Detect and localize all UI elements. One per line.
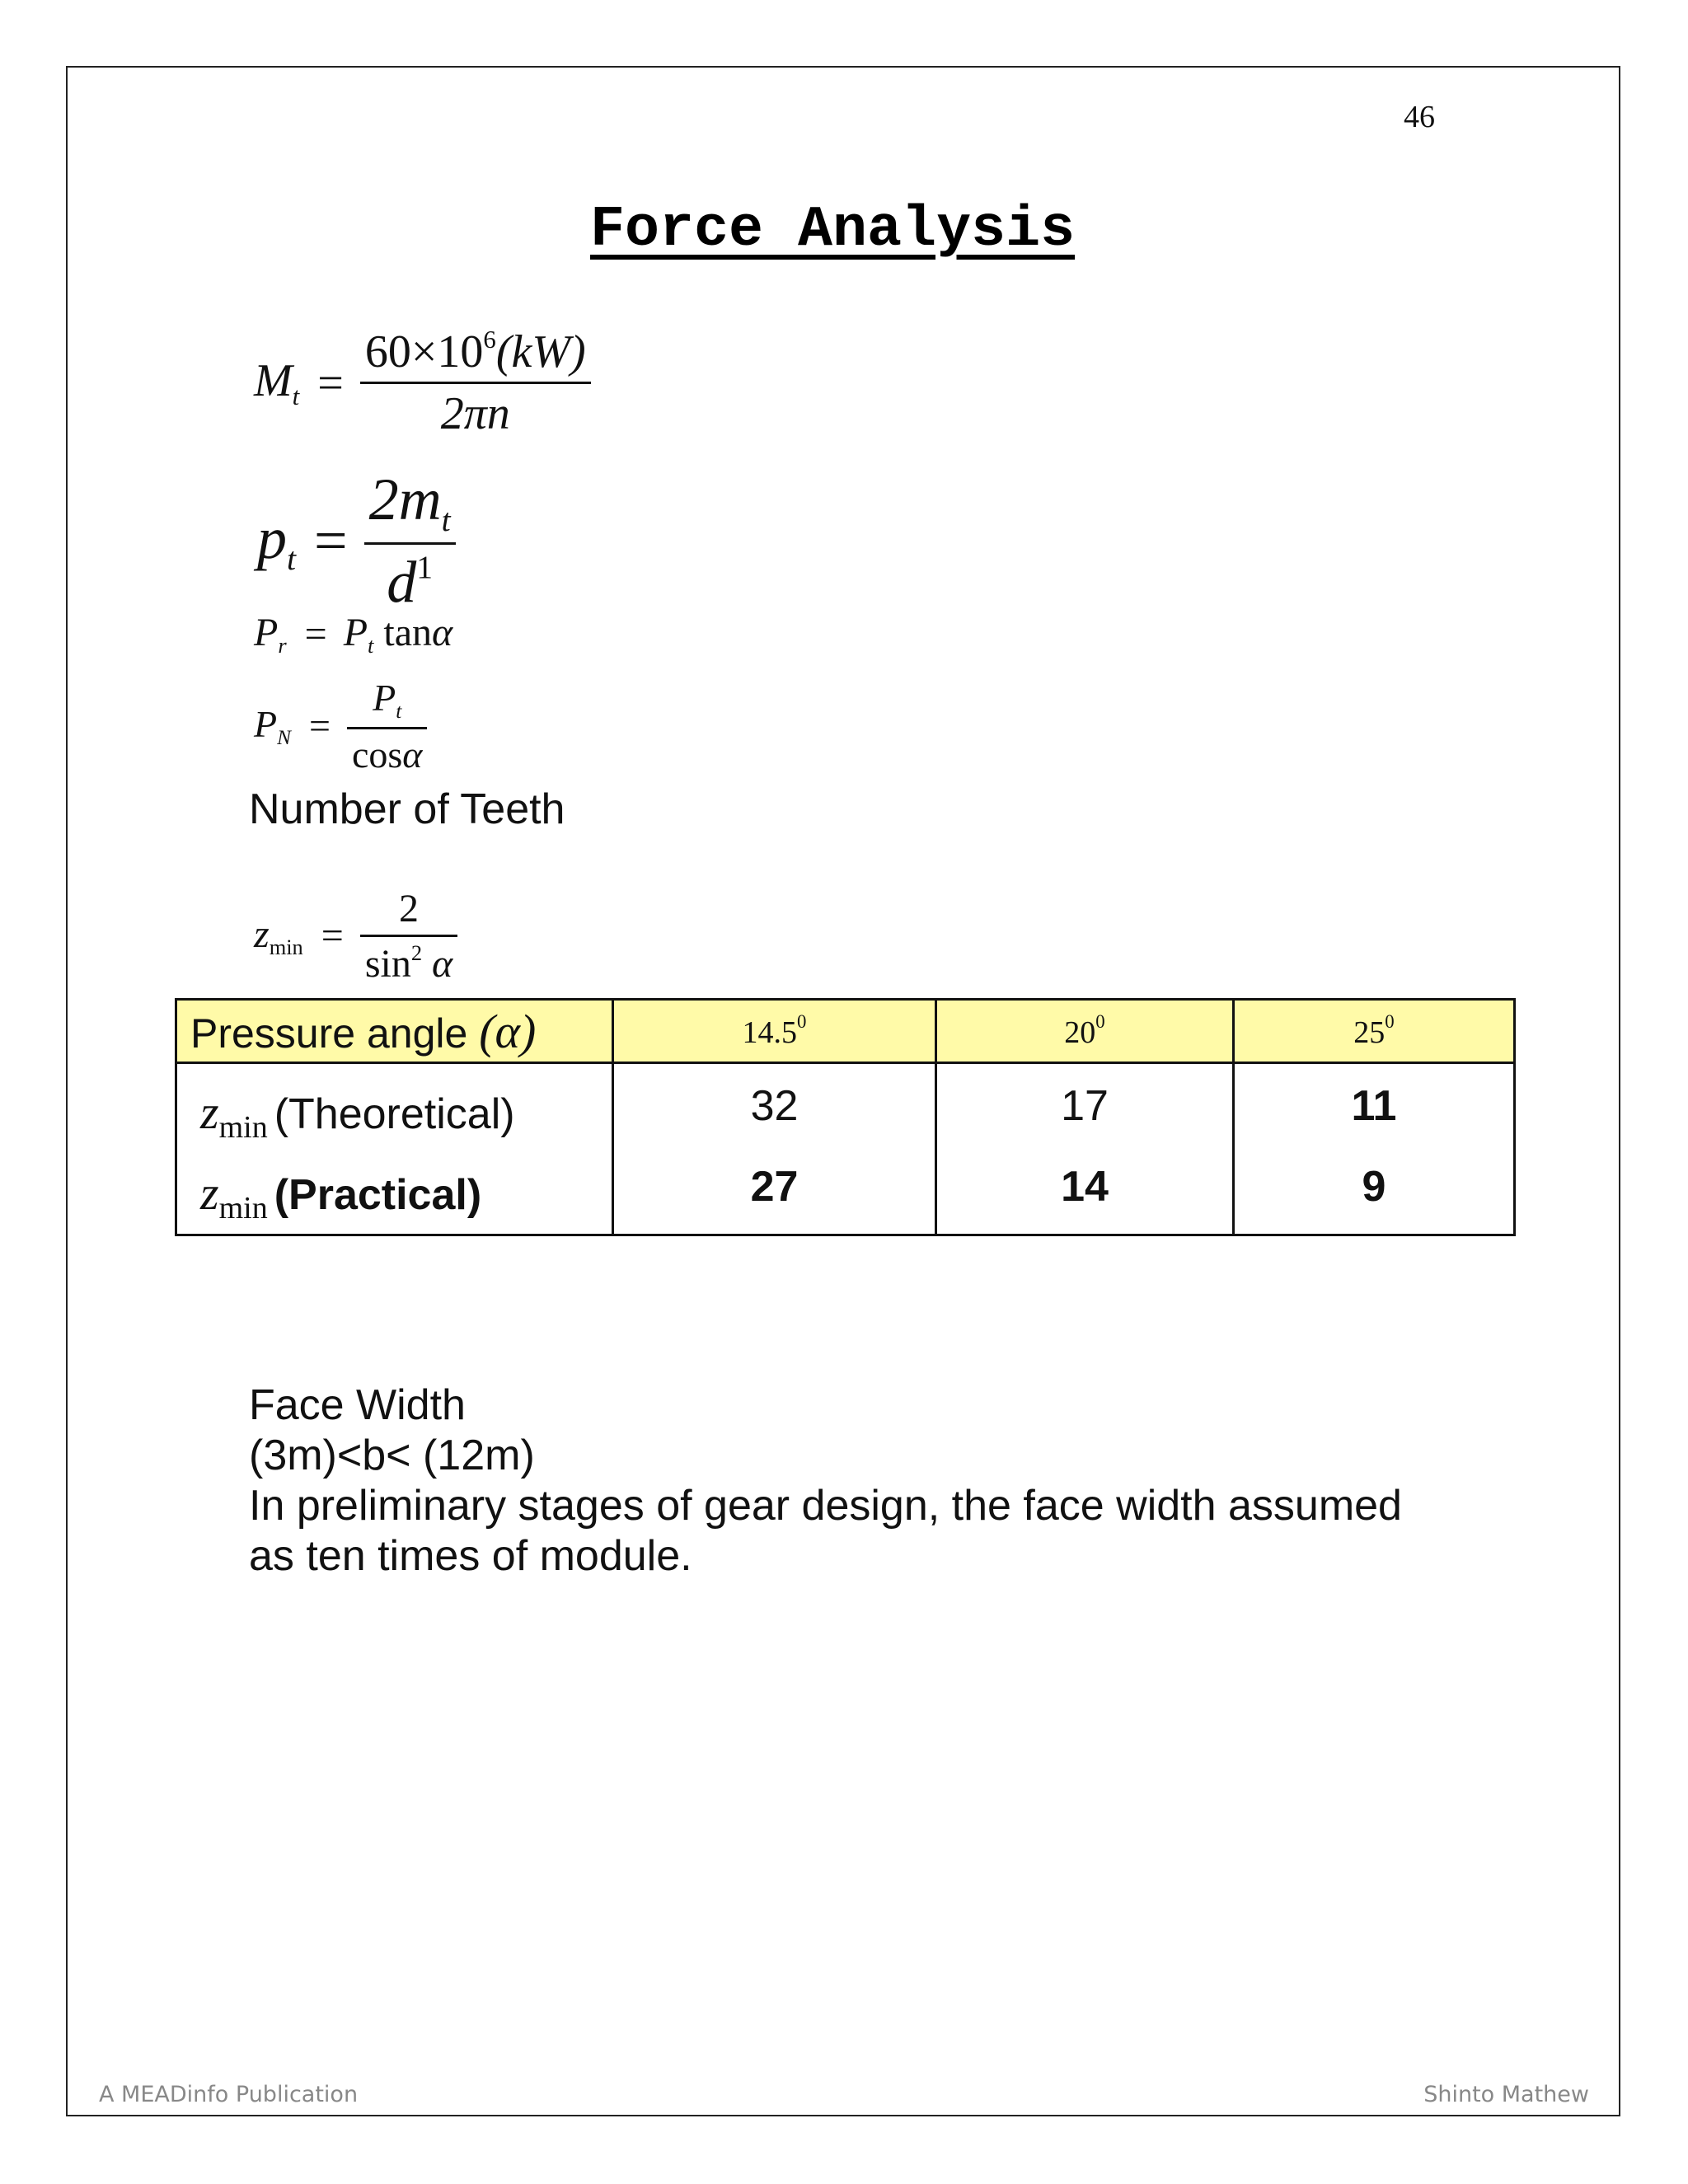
- value-cell: [1234, 1063, 1515, 1235]
- face-width-note-line: as ten times of module.: [249, 1532, 692, 1580]
- value-cell: [613, 1063, 936, 1235]
- zmin-formula: [254, 886, 457, 987]
- practical-value: 9: [1362, 1163, 1386, 1211]
- pt-fraction: [364, 466, 456, 617]
- row-label-theoretical: $z_{min}$ (Theoretical): [200, 1085, 515, 1146]
- zmin-numerator: 2: [399, 887, 420, 930]
- angle-cell: $20^0$: [936, 1000, 1234, 1063]
- min-teeth-table: [175, 998, 1516, 1236]
- normal-force-formula: [254, 676, 427, 776]
- table-header-row: [176, 1000, 1515, 1063]
- zmin-fraction: [360, 886, 457, 987]
- footer-author: Shinto Mathew: [1423, 2082, 1589, 2107]
- pr-lhs: $P_r$: [254, 611, 287, 658]
- pn-fraction: [347, 676, 427, 776]
- pt-numerator: $2m_t$: [368, 466, 451, 538]
- torque-lhs: $M_t$: [254, 355, 300, 410]
- practical-value: 27: [750, 1163, 799, 1211]
- zmin-lhs: $z_{min}$: [254, 912, 303, 960]
- footer-publisher: A MEADinfo Publication: [99, 2082, 359, 2107]
- page-number: 46: [1404, 100, 1435, 134]
- equals-sign: =: [304, 612, 327, 657]
- torque-fraction: [360, 326, 591, 440]
- page-title: Force Analysis: [590, 198, 1076, 263]
- pn-lhs: $P_N$: [254, 703, 291, 749]
- table-body-row: [176, 1063, 1515, 1235]
- face-width-range: (3m)<b< (12m): [249, 1432, 535, 1479]
- tangential-force-formula: [257, 466, 456, 617]
- number-of-teeth-heading: Number of Teeth: [249, 785, 565, 833]
- pressure-angle-header: Pressure angle (α): [176, 1000, 613, 1063]
- value-cell: [936, 1063, 1234, 1235]
- pn-denominator: cosα: [351, 733, 423, 776]
- torque-denominator: 2πn: [440, 388, 510, 440]
- row-label-practical: $z_{min}$ (Practical): [200, 1166, 482, 1226]
- theoretical-value: 17: [1061, 1082, 1109, 1130]
- angle-cell: $25^0$: [1234, 1000, 1515, 1063]
- zmin-denominator: $\sin^2 \alpha$: [364, 940, 453, 986]
- equals-sign: =: [321, 914, 344, 958]
- practical-value: 14: [1061, 1163, 1109, 1211]
- theoretical-value: 11: [1351, 1082, 1397, 1130]
- pn-numerator: $P_t$: [373, 677, 402, 723]
- theoretical-value: 32: [750, 1082, 799, 1130]
- face-width-section: [249, 1380, 1402, 1582]
- equals-sign: =: [308, 705, 331, 748]
- radial-force-formula: [254, 610, 452, 658]
- torque-formula: [254, 326, 591, 440]
- angle-cell: 14.5$^0$: [613, 1000, 936, 1063]
- equals-sign: =: [317, 357, 344, 409]
- pt-lhs: $p_t$: [257, 505, 296, 578]
- face-width-note-line: In preliminary stages of gear design, the face width assumed: [249, 1482, 1402, 1530]
- pr-rhs: $P_t$ tanα: [343, 611, 453, 658]
- pt-denominator: $d^1$: [387, 548, 433, 616]
- torque-numerator: $60\times 10^6(kW)$: [364, 326, 586, 378]
- equals-sign: =: [314, 508, 348, 574]
- face-width-heading: Face Width: [249, 1381, 466, 1429]
- row-labels-cell: [176, 1063, 613, 1235]
